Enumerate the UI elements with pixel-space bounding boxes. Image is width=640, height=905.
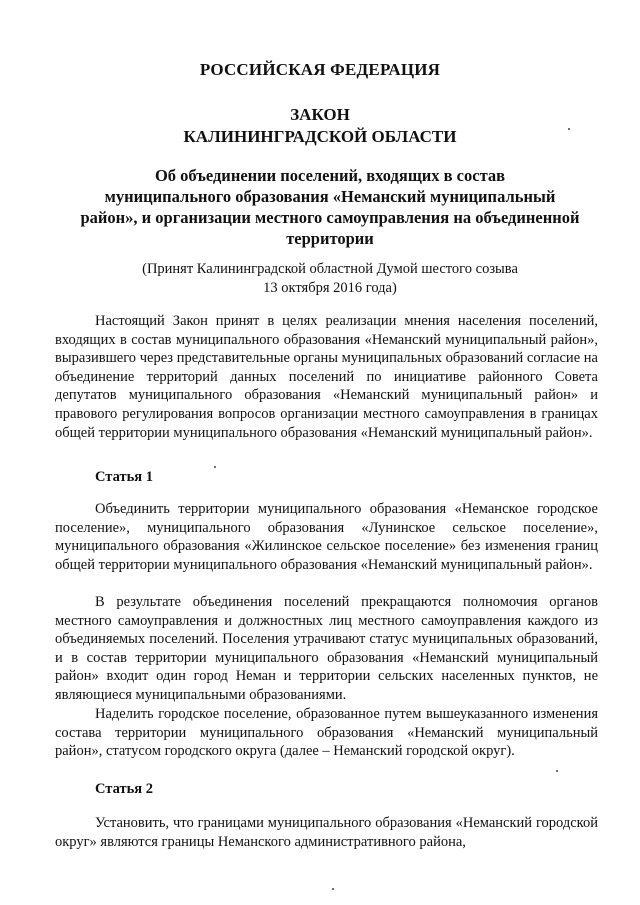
law-subject-line-4: территории [286,229,374,248]
article-1-heading: Статья 1 [95,469,153,485]
law-heading-line-2: КАЛИНИНГРАДСКОЙ ОБЛАСТИ [183,127,457,146]
article-1-paragraph-3: Наделить городское поселение, образованное путем вышеуказанного изменения состава территории муниципального образования «Неманский муниципальный район», статусом городского округа (далее – Неманский городской округ). [55,706,598,760]
law-subject-line-2: муниципального образования «Неманский муниципальный [104,187,556,206]
law-heading [0,104,640,148]
law-heading-line-1: ЗАКОН [290,105,350,124]
adoption-note-line-2: 13 октября 2016 года) [263,280,397,296]
scan-speck [332,888,334,890]
law-subject-line-3: район», и организации местного самоуправления на объединенной [80,208,580,227]
country-heading: РОССИЙСКАЯ ФЕДЕРАЦИЯ [199,60,441,79]
law-subject [60,165,600,249]
article-1-paragraph-2: В результате объединения поселений прекращаются полномочия органов местного самоуправления и должностных лиц местного самоуправления каждого из объединяемых поселений. Поселения утрачивают статус муниципальных образований, и в состав территории муниципального образования «Неманский муниципальный район» входит один город Неман и территории сельских населенных пунктов, не являющиеся муниципальными образованиями. [55,594,598,703]
article-2-heading: Статья 2 [95,781,153,797]
scan-speck [568,128,570,130]
article-2-paragraph-1: Установить, что границами муниципального образования «Неманский городской округ» являются границы Неманского административного района, [55,815,598,850]
article-1-paragraph-1: Объединить территории муниципального образования «Неманское городское поселение», муниципального образования «Лунинское сельское поселение», муниципального образования «Жилинское сельское поселение» без изменения границ общей территории муниципального образования «Неманский муниципальный район». [55,501,598,573]
preamble-paragraph: Настоящий Закон принят в целях реализации мнения населения поселений, входящих в состав муниципального образования «Неманский муниципальный район», выразившего через представительные органы муниципальных образований согласие на объединение территорий данных поселений по инициативе районного Совета депутатов муниципального образования «Неманский муниципальный район» и правового регулирования вопросов организации местного самоуправления в границах общей территории муниципального образования «Неманский муниципальный район». [55,313,598,441]
law-subject-line-1: Об объединении поселений, входящих в состав [154,166,506,185]
adoption-note [60,260,600,298]
scan-speck [214,466,216,468]
adoption-note-line-1: (Принят Калининградской областной Думой шестого созыва [142,261,518,277]
scan-speck [556,770,558,772]
